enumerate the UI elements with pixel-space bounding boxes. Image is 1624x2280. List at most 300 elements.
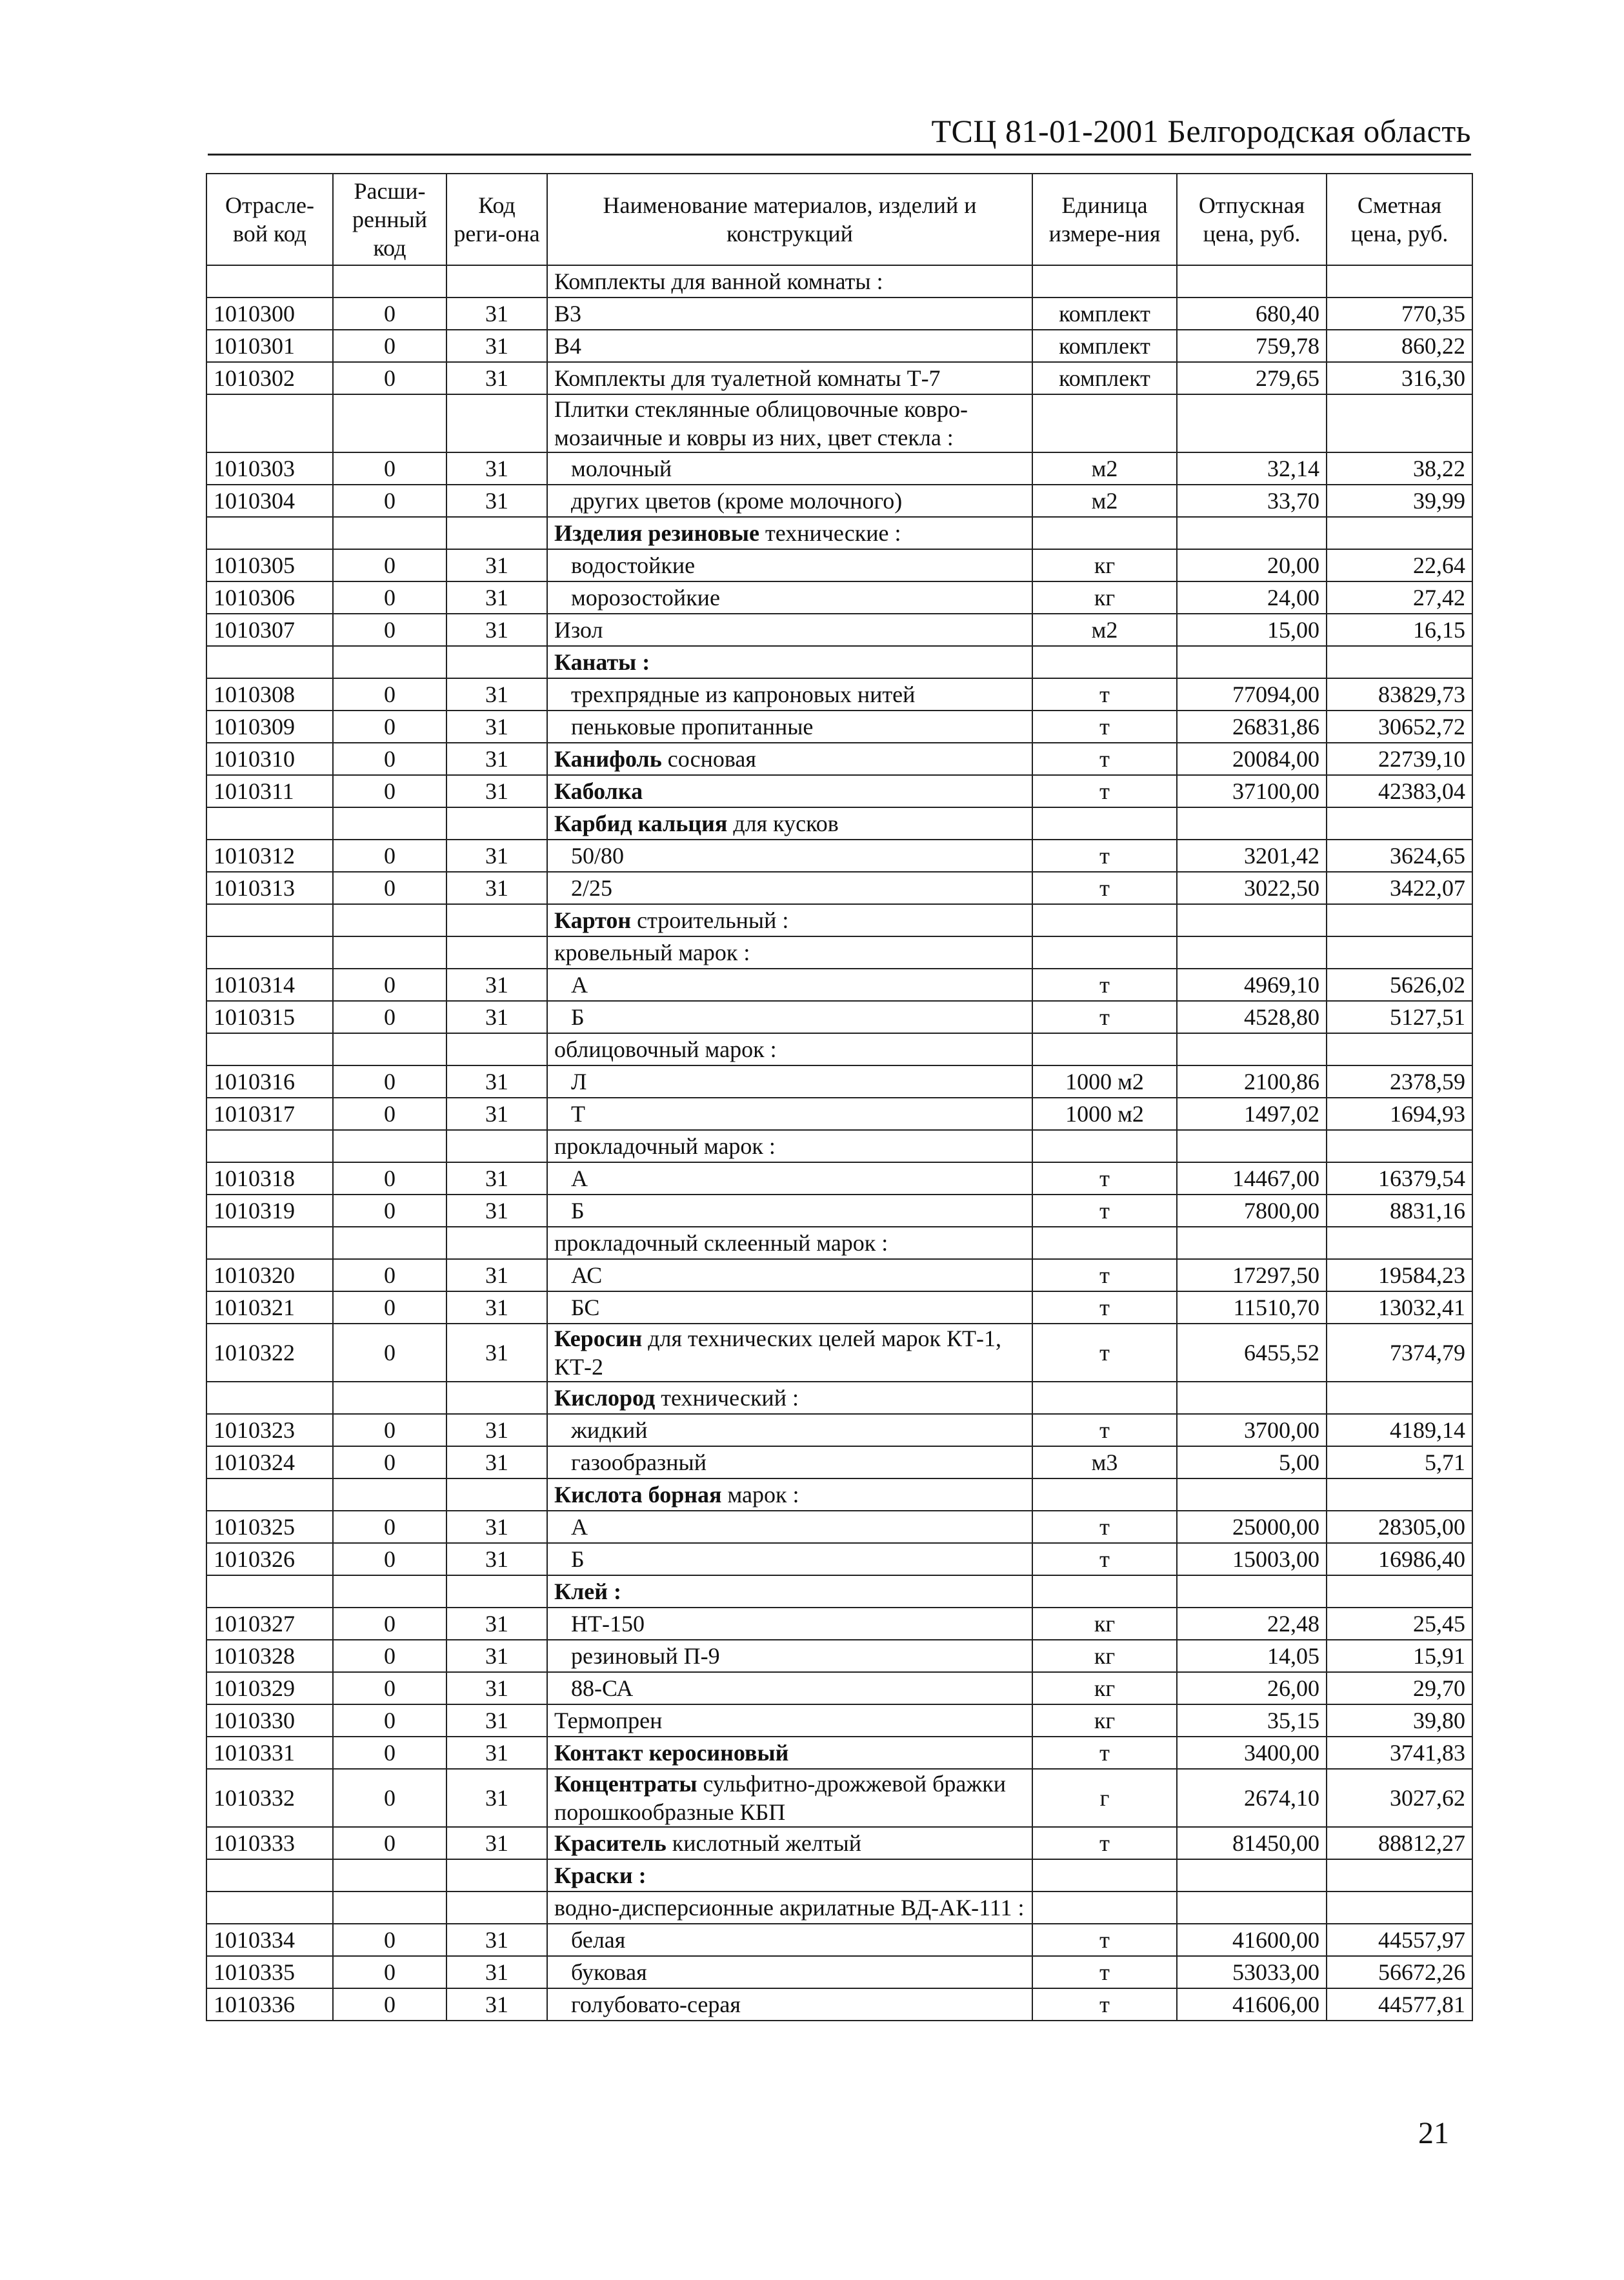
material-name-bold: Канифоль xyxy=(554,746,662,772)
estimate-price-cell: 316,30 xyxy=(1327,362,1472,394)
region-code-cell: 31 xyxy=(446,840,547,872)
col-header-unit: Единица измере-ния xyxy=(1032,174,1177,265)
release-price-cell: 33,70 xyxy=(1177,485,1327,517)
material-name-bold: Изделия резиновые xyxy=(554,520,760,546)
region-code-cell: 31 xyxy=(446,743,547,775)
extended-code-cell xyxy=(333,517,446,549)
table-row xyxy=(206,711,1472,743)
estimate-price-cell: 13032,41 xyxy=(1327,1291,1472,1324)
material-name-cell xyxy=(547,362,1032,394)
material-name-cell xyxy=(547,1608,1032,1640)
release-price-cell: 279,65 xyxy=(1177,362,1327,394)
estimate-price-cell xyxy=(1327,394,1472,452)
unit-cell xyxy=(1032,646,1177,678)
material-name-cell xyxy=(547,775,1032,807)
estimate-price-cell: 3027,62 xyxy=(1327,1769,1472,1827)
table-row xyxy=(206,1511,1472,1543)
unit-cell: м3 xyxy=(1032,1446,1177,1478)
material-name-cell xyxy=(547,614,1032,646)
table-row xyxy=(206,1130,1472,1162)
unit-cell: т xyxy=(1032,1924,1177,1956)
material-name-cell xyxy=(547,1892,1032,1924)
price-table xyxy=(206,173,1473,2021)
industry-code-cell: 1010335 xyxy=(206,1956,333,1988)
material-name-text: буковая xyxy=(571,1959,647,1985)
table-row xyxy=(206,1478,1472,1511)
release-price-cell xyxy=(1177,1478,1327,1511)
release-price-cell xyxy=(1177,807,1327,840)
estimate-price-cell: 860,22 xyxy=(1327,330,1472,362)
estimate-price-cell: 38,22 xyxy=(1327,452,1472,485)
extended-code-cell: 0 xyxy=(333,775,446,807)
release-price-cell: 11510,70 xyxy=(1177,1291,1327,1324)
material-name-text: Термопрен xyxy=(554,1708,663,1733)
table-row xyxy=(206,1033,1472,1065)
region-code-cell: 31 xyxy=(446,1291,547,1324)
release-price-cell: 77094,00 xyxy=(1177,678,1327,711)
material-name-text: НТ-150 xyxy=(571,1611,645,1637)
estimate-price-cell xyxy=(1327,265,1472,298)
unit-cell: т xyxy=(1032,1162,1177,1195)
material-name-text: пеньковые пропитанные xyxy=(571,714,814,740)
region-code-cell: 31 xyxy=(446,1324,547,1382)
document-title: ТСЦ 81-01-2001 Белгородская область xyxy=(931,113,1471,149)
col-header-industry-code: Отрасле-вой код xyxy=(206,174,333,265)
industry-code-cell xyxy=(206,1033,333,1065)
extended-code-cell xyxy=(333,1130,446,1162)
material-name-text: сосновая xyxy=(661,746,756,772)
region-code-cell: 31 xyxy=(446,1704,547,1737)
material-name-text: 88-СА xyxy=(571,1675,634,1701)
industry-code-cell xyxy=(206,265,333,298)
region-code-cell: 31 xyxy=(446,549,547,581)
extended-code-cell xyxy=(333,646,446,678)
estimate-price-cell: 8831,16 xyxy=(1327,1195,1472,1227)
release-price-cell: 26,00 xyxy=(1177,1672,1327,1704)
material-name-bold: Краситель xyxy=(554,1830,667,1856)
extended-code-cell xyxy=(333,1859,446,1892)
unit-cell: т xyxy=(1032,1543,1177,1575)
industry-code-cell: 1010336 xyxy=(206,1988,333,2021)
extended-code-cell xyxy=(333,265,446,298)
table-row xyxy=(206,1259,1472,1291)
estimate-price-cell: 15,91 xyxy=(1327,1640,1472,1672)
unit-cell xyxy=(1032,936,1177,969)
region-code-cell xyxy=(446,646,547,678)
estimate-price-cell xyxy=(1327,1227,1472,1259)
unit-cell: т xyxy=(1032,1414,1177,1446)
estimate-price-cell: 770,35 xyxy=(1327,298,1472,330)
release-price-cell xyxy=(1177,1859,1327,1892)
industry-code-cell xyxy=(206,517,333,549)
estimate-price-cell: 27,42 xyxy=(1327,581,1472,614)
material-name-text: Т xyxy=(571,1101,585,1127)
estimate-price-cell: 5127,51 xyxy=(1327,1001,1472,1033)
estimate-price-cell: 25,45 xyxy=(1327,1608,1472,1640)
extended-code-cell xyxy=(333,1478,446,1511)
release-price-cell: 3201,42 xyxy=(1177,840,1327,872)
unit-cell xyxy=(1032,1892,1177,1924)
material-name-cell xyxy=(547,1575,1032,1608)
industry-code-cell: 1010325 xyxy=(206,1511,333,1543)
release-price-cell: 5,00 xyxy=(1177,1446,1327,1478)
extended-code-cell: 0 xyxy=(333,1956,446,1988)
region-code-cell: 31 xyxy=(446,1543,547,1575)
table-row xyxy=(206,1227,1472,1259)
region-code-cell xyxy=(446,936,547,969)
unit-cell: т xyxy=(1032,711,1177,743)
region-code-cell xyxy=(446,807,547,840)
extended-code-cell: 0 xyxy=(333,969,446,1001)
table-row xyxy=(206,969,1472,1001)
material-name-cell xyxy=(547,1446,1032,1478)
material-name-text: А xyxy=(571,1514,588,1540)
unit-cell: т xyxy=(1032,872,1177,904)
region-code-cell: 31 xyxy=(446,969,547,1001)
material-name-text: голубовато-серая xyxy=(571,1992,741,2017)
table-row xyxy=(206,1640,1472,1672)
material-name-cell xyxy=(547,581,1032,614)
extended-code-cell xyxy=(333,936,446,969)
unit-cell: т xyxy=(1032,1324,1177,1382)
industry-code-cell: 1010326 xyxy=(206,1543,333,1575)
col-header-extended-code: Расши-ренный код xyxy=(333,174,446,265)
industry-code-cell xyxy=(206,1478,333,1511)
region-code-cell: 31 xyxy=(446,1259,547,1291)
table-row xyxy=(206,1446,1472,1478)
region-code-cell xyxy=(446,265,547,298)
material-name-text: водно-дисперсионные акрилатные ВД-АК-111 : xyxy=(554,1895,1025,1921)
material-name-text: трехпрядные из капроновых нитей xyxy=(571,681,916,707)
industry-code-cell: 1010319 xyxy=(206,1195,333,1227)
extended-code-cell: 0 xyxy=(333,1543,446,1575)
table-row xyxy=(206,452,1472,485)
industry-code-cell: 1010327 xyxy=(206,1608,333,1640)
material-name-text: водостойкие xyxy=(571,552,696,578)
unit-cell: т xyxy=(1032,1259,1177,1291)
extended-code-cell xyxy=(333,1227,446,1259)
industry-code-cell: 1010304 xyxy=(206,485,333,517)
industry-code-cell: 1010306 xyxy=(206,581,333,614)
unit-cell: т xyxy=(1032,1195,1177,1227)
extended-code-cell: 0 xyxy=(333,1640,446,1672)
material-name-cell xyxy=(547,1859,1032,1892)
release-price-cell: 20,00 xyxy=(1177,549,1327,581)
release-price-cell: 15,00 xyxy=(1177,614,1327,646)
material-name-text: А xyxy=(571,972,588,998)
region-code-cell xyxy=(446,1227,547,1259)
material-name-cell xyxy=(547,330,1032,362)
table-row xyxy=(206,1859,1472,1892)
extended-code-cell: 0 xyxy=(333,485,446,517)
material-name-bold: Керосин xyxy=(554,1326,643,1351)
region-code-cell: 31 xyxy=(446,614,547,646)
material-name-text: технические : xyxy=(759,520,901,546)
estimate-price-cell xyxy=(1327,1033,1472,1065)
extended-code-cell: 0 xyxy=(333,743,446,775)
extended-code-cell: 0 xyxy=(333,1414,446,1446)
release-price-cell xyxy=(1177,1227,1327,1259)
estimate-price-cell: 28305,00 xyxy=(1327,1511,1472,1543)
material-name-text: Изол xyxy=(554,617,603,643)
extended-code-cell: 0 xyxy=(333,872,446,904)
extended-code-cell: 0 xyxy=(333,1065,446,1098)
table-row xyxy=(206,581,1472,614)
material-name-cell xyxy=(547,807,1032,840)
table-row xyxy=(206,1769,1472,1827)
release-price-cell: 26831,86 xyxy=(1177,711,1327,743)
estimate-price-cell xyxy=(1327,1382,1472,1414)
material-name-text: резиновый П-9 xyxy=(571,1643,720,1669)
release-price-cell: 3700,00 xyxy=(1177,1414,1327,1446)
unit-cell: кг xyxy=(1032,1640,1177,1672)
material-name-cell xyxy=(547,1291,1032,1324)
release-price-cell: 2100,86 xyxy=(1177,1065,1327,1098)
estimate-price-cell xyxy=(1327,1575,1472,1608)
estimate-price-cell: 16986,40 xyxy=(1327,1543,1472,1575)
unit-cell: 1000 м2 xyxy=(1032,1065,1177,1098)
table-row xyxy=(206,743,1472,775)
release-price-cell xyxy=(1177,936,1327,969)
region-code-cell: 31 xyxy=(446,1769,547,1827)
unit-cell: т xyxy=(1032,1737,1177,1769)
region-code-cell xyxy=(446,904,547,936)
region-code-cell: 31 xyxy=(446,452,547,485)
extended-code-cell xyxy=(333,904,446,936)
release-price-cell: 37100,00 xyxy=(1177,775,1327,807)
unit-cell: комплект xyxy=(1032,362,1177,394)
extended-code-cell: 0 xyxy=(333,1195,446,1227)
industry-code-cell xyxy=(206,1227,333,1259)
material-name-text: других цветов (кроме молочного) xyxy=(571,488,903,514)
unit-cell: т xyxy=(1032,743,1177,775)
material-name-cell xyxy=(547,1259,1032,1291)
material-name-cell xyxy=(547,1672,1032,1704)
table-row xyxy=(206,775,1472,807)
region-code-cell: 31 xyxy=(446,1672,547,1704)
industry-code-cell: 1010302 xyxy=(206,362,333,394)
region-code-cell: 31 xyxy=(446,1956,547,1988)
extended-code-cell xyxy=(333,1033,446,1065)
region-code-cell: 31 xyxy=(446,1001,547,1033)
estimate-price-cell: 5,71 xyxy=(1327,1446,1472,1478)
release-price-cell: 3400,00 xyxy=(1177,1737,1327,1769)
material-name-cell xyxy=(547,840,1032,872)
material-name-bold: Карбид кальция xyxy=(554,811,728,836)
estimate-price-cell: 2378,59 xyxy=(1327,1065,1472,1098)
table-row xyxy=(206,1195,1472,1227)
unit-cell: м2 xyxy=(1032,614,1177,646)
release-price-cell: 4969,10 xyxy=(1177,969,1327,1001)
extended-code-cell: 0 xyxy=(333,678,446,711)
table-row xyxy=(206,1324,1472,1382)
material-name-text: для кусков xyxy=(727,811,839,836)
release-price-cell: 7800,00 xyxy=(1177,1195,1327,1227)
region-code-cell xyxy=(446,1130,547,1162)
unit-cell: м2 xyxy=(1032,485,1177,517)
release-price-cell xyxy=(1177,646,1327,678)
estimate-price-cell: 88812,27 xyxy=(1327,1827,1472,1859)
release-price-cell: 81450,00 xyxy=(1177,1827,1327,1859)
unit-cell xyxy=(1032,1382,1177,1414)
material-name-text: 2/25 xyxy=(571,875,613,901)
material-name-text: Плитки стеклянные облицовочные ковро-мозаичные и ковры из них, цвет стекла : xyxy=(554,396,968,450)
industry-code-cell: 1010308 xyxy=(206,678,333,711)
material-name-bold: Концентраты xyxy=(554,1771,697,1797)
material-name-text: АС xyxy=(571,1262,603,1288)
table-row xyxy=(206,872,1472,904)
material-name-cell xyxy=(547,1162,1032,1195)
estimate-price-cell: 39,99 xyxy=(1327,485,1472,517)
extended-code-cell: 0 xyxy=(333,330,446,362)
material-name-text: Комплекты для туалетной комнаты Т-7 xyxy=(554,365,941,391)
region-code-cell: 31 xyxy=(446,485,547,517)
release-price-cell: 6455,52 xyxy=(1177,1324,1327,1382)
material-name-text: жидкий xyxy=(571,1417,648,1443)
table-row xyxy=(206,614,1472,646)
material-name-text: 50/80 xyxy=(571,843,625,869)
industry-code-cell: 1010307 xyxy=(206,614,333,646)
material-name-cell xyxy=(547,1769,1032,1827)
region-code-cell: 31 xyxy=(446,1162,547,1195)
unit-cell: т xyxy=(1032,1988,1177,2021)
region-code-cell: 31 xyxy=(446,581,547,614)
industry-code-cell: 1010301 xyxy=(206,330,333,362)
unit-cell: т xyxy=(1032,1827,1177,1859)
region-code-cell xyxy=(446,517,547,549)
region-code-cell xyxy=(446,1033,547,1065)
unit-cell: т xyxy=(1032,1001,1177,1033)
unit-cell: т xyxy=(1032,840,1177,872)
material-name-cell xyxy=(547,743,1032,775)
industry-code-cell: 1010324 xyxy=(206,1446,333,1478)
extended-code-cell: 0 xyxy=(333,1769,446,1827)
region-code-cell xyxy=(446,1575,547,1608)
material-name-cell xyxy=(547,452,1032,485)
unit-cell: т xyxy=(1032,1956,1177,1988)
unit-cell: комплект xyxy=(1032,298,1177,330)
material-name-text: строительный : xyxy=(631,907,789,933)
table-row xyxy=(206,1672,1472,1704)
region-code-cell: 31 xyxy=(446,1640,547,1672)
release-price-cell: 15003,00 xyxy=(1177,1543,1327,1575)
industry-code-cell xyxy=(206,394,333,452)
estimate-price-cell: 56672,26 xyxy=(1327,1956,1472,1988)
material-name-cell xyxy=(547,1956,1032,1988)
material-name-cell xyxy=(547,872,1032,904)
extended-code-cell: 0 xyxy=(333,549,446,581)
table-row xyxy=(206,1543,1472,1575)
region-code-cell: 31 xyxy=(446,1195,547,1227)
release-price-cell xyxy=(1177,1892,1327,1924)
industry-code-cell xyxy=(206,807,333,840)
estimate-price-cell xyxy=(1327,646,1472,678)
material-name-text: морозостойкие xyxy=(571,585,720,610)
estimate-price-cell xyxy=(1327,517,1472,549)
unit-cell: г xyxy=(1032,1769,1177,1827)
unit-cell: м2 xyxy=(1032,452,1177,485)
table-row xyxy=(206,1924,1472,1956)
release-price-cell xyxy=(1177,1575,1327,1608)
region-code-cell: 31 xyxy=(446,1827,547,1859)
table-row xyxy=(206,362,1472,394)
material-name-cell xyxy=(547,1098,1032,1130)
industry-code-cell xyxy=(206,1575,333,1608)
material-name-cell xyxy=(547,1382,1032,1414)
estimate-price-cell: 3624,65 xyxy=(1327,840,1472,872)
industry-code-cell: 1010309 xyxy=(206,711,333,743)
industry-code-cell: 1010333 xyxy=(206,1827,333,1859)
material-name-cell xyxy=(547,904,1032,936)
estimate-price-cell: 16,15 xyxy=(1327,614,1472,646)
table-row xyxy=(206,549,1472,581)
material-name-cell xyxy=(547,549,1032,581)
table-row xyxy=(206,1162,1472,1195)
extended-code-cell: 0 xyxy=(333,1098,446,1130)
material-name-bold: Каболка xyxy=(554,778,643,804)
estimate-price-cell xyxy=(1327,807,1472,840)
page-header xyxy=(208,108,1471,156)
table-header-row xyxy=(206,174,1472,265)
industry-code-cell xyxy=(206,1892,333,1924)
unit-cell: т xyxy=(1032,969,1177,1001)
extended-code-cell: 0 xyxy=(333,581,446,614)
estimate-price-cell: 29,70 xyxy=(1327,1672,1472,1704)
release-price-cell: 680,40 xyxy=(1177,298,1327,330)
estimate-price-cell: 5626,02 xyxy=(1327,969,1472,1001)
material-name-cell xyxy=(547,394,1032,452)
region-code-cell: 31 xyxy=(446,362,547,394)
unit-cell: кг xyxy=(1032,581,1177,614)
region-code-cell: 31 xyxy=(446,1098,547,1130)
release-price-cell: 41606,00 xyxy=(1177,1988,1327,2021)
extended-code-cell: 0 xyxy=(333,1608,446,1640)
release-price-cell: 3022,50 xyxy=(1177,872,1327,904)
extended-code-cell: 0 xyxy=(333,298,446,330)
material-name-text: белая xyxy=(571,1927,626,1953)
table-row xyxy=(206,1098,1472,1130)
page-number: 21 xyxy=(1418,2116,1449,2150)
col-header-name: Наименование материалов, изделий и конструкций xyxy=(547,174,1032,265)
material-name-text: технический : xyxy=(655,1385,799,1411)
estimate-price-cell xyxy=(1327,1478,1472,1511)
unit-cell xyxy=(1032,394,1177,452)
extended-code-cell: 0 xyxy=(333,1672,446,1704)
unit-cell xyxy=(1032,1478,1177,1511)
industry-code-cell xyxy=(206,1859,333,1892)
material-name-text: облицовочный марок : xyxy=(554,1036,777,1062)
industry-code-cell: 1010316 xyxy=(206,1065,333,1098)
material-name-cell xyxy=(547,1988,1032,2021)
region-code-cell: 31 xyxy=(446,298,547,330)
table-row xyxy=(206,394,1472,452)
industry-code-cell xyxy=(206,646,333,678)
release-price-cell xyxy=(1177,265,1327,298)
industry-code-cell xyxy=(206,904,333,936)
material-name-cell xyxy=(547,1001,1032,1033)
release-price-cell: 759,78 xyxy=(1177,330,1327,362)
estimate-price-cell: 7374,79 xyxy=(1327,1324,1472,1382)
material-name-bold: Кислород xyxy=(554,1385,656,1411)
unit-cell xyxy=(1032,1227,1177,1259)
material-name-cell xyxy=(547,1640,1032,1672)
unit-cell: кг xyxy=(1032,1608,1177,1640)
region-code-cell: 31 xyxy=(446,678,547,711)
industry-code-cell: 1010323 xyxy=(206,1414,333,1446)
material-name-text: БС xyxy=(571,1295,600,1320)
material-name-text: марок : xyxy=(721,1482,799,1508)
release-price-cell: 1497,02 xyxy=(1177,1098,1327,1130)
